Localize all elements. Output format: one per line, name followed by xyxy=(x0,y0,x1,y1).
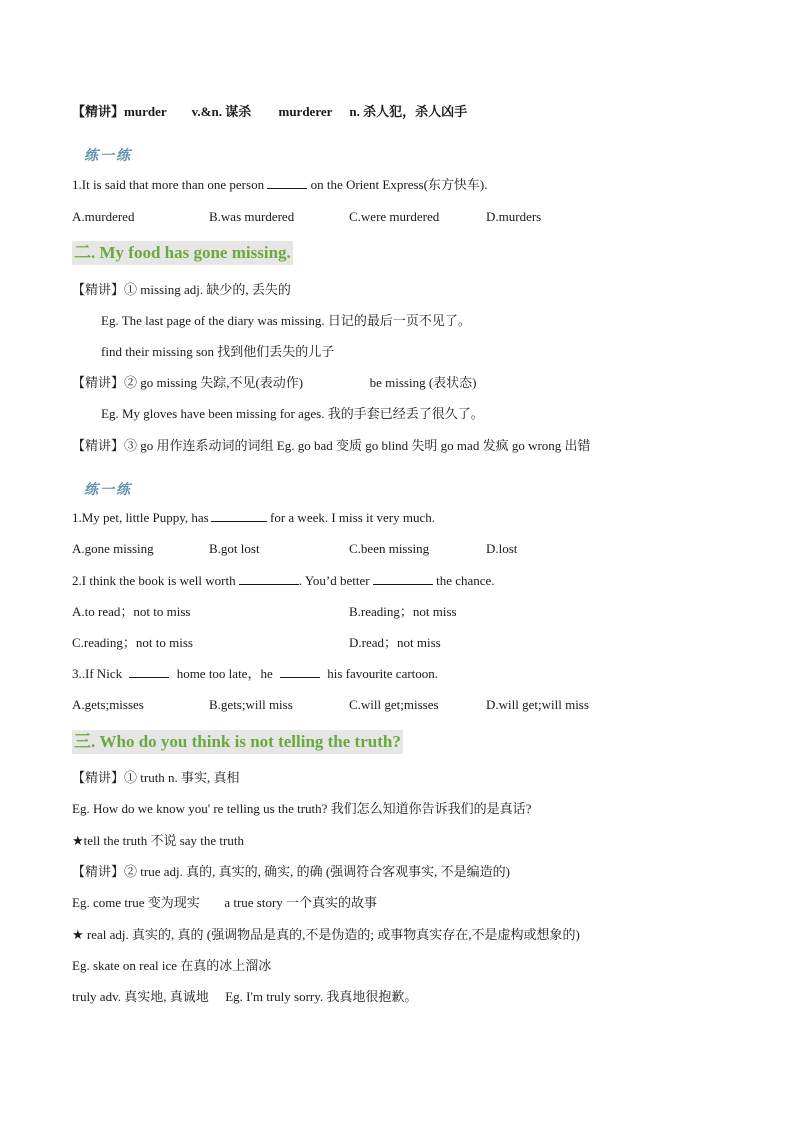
question-text: . You’d better xyxy=(298,573,370,588)
question-text: 2.I think the book is well worth xyxy=(72,573,236,588)
section-heading-3: 三. Who do you think is not telling the truth? xyxy=(72,730,403,754)
practice-heading-2: 练一练 xyxy=(84,482,132,498)
practice-heading-1: 练一练 xyxy=(84,148,132,164)
s2-line-3: 【精讲】③ go 用作连系动词的词组 Eg. go bad 变质 go blind 失明 go mad 发疯 go wrong 出错 xyxy=(72,438,591,453)
s2-example-3: Eg. My gloves have been missing for ages. 我的手套已经丢了很久了。 xyxy=(101,406,484,421)
s3-example-2 xyxy=(72,894,377,912)
question-text: home too late，he xyxy=(176,666,273,681)
s3-example-3: Eg. skate on real ice 在真的冰上溜冰 xyxy=(72,958,272,973)
be-missing-text: be missing (表状态) xyxy=(369,375,477,390)
s2-line-2 xyxy=(72,374,477,392)
option-c[interactable]: C.will get;misses xyxy=(349,697,439,712)
option-b[interactable]: B.reading；not miss xyxy=(349,604,457,619)
option-c[interactable]: C.reading；not to miss xyxy=(72,635,193,650)
question-2-3 xyxy=(72,665,438,683)
come-true-text: Eg. come true 变为现实 xyxy=(72,895,200,910)
option-b[interactable]: B.gets;will miss xyxy=(209,697,293,712)
question-text: his favourite cartoon. xyxy=(327,666,439,681)
option-d[interactable]: D.read；not miss xyxy=(349,635,441,650)
s3-line-1: 【精讲】① truth n. 事实, 真相 xyxy=(72,770,240,785)
s3-line-2: 【精讲】② true adj. 真的, 真实的, 确实, 的确 (强调符合客观事实, 不是编造的) xyxy=(72,864,511,879)
vocab-line-murder xyxy=(72,103,467,121)
question-text: 1.My pet, little Puppy, has xyxy=(72,510,209,525)
option-a[interactable]: A.gone missing xyxy=(72,541,154,556)
option-d[interactable]: D.will get;will miss xyxy=(486,697,589,712)
answer-blank[interactable] xyxy=(211,509,267,522)
s3-line-3 xyxy=(72,988,417,1006)
answer-blank[interactable] xyxy=(239,572,299,585)
go-missing-text: 【精讲】② go missing 失踪,不见(表动作) xyxy=(72,375,304,390)
option-d[interactable]: D.murders xyxy=(486,209,542,224)
tag-label: 【精讲】 xyxy=(72,104,125,119)
option-c[interactable]: C.were murdered xyxy=(349,209,440,224)
true-story-text: a true story 一个真实的故事 xyxy=(224,895,378,910)
option-b[interactable]: B.was murdered xyxy=(209,209,295,224)
question-text: the chance. xyxy=(436,573,495,588)
option-a[interactable]: A.murdered xyxy=(72,209,135,224)
option-a[interactable]: A.to read；not to miss xyxy=(72,604,191,619)
option-d[interactable]: D.lost xyxy=(486,541,518,556)
question-2-2 xyxy=(72,572,495,590)
option-c[interactable]: C.been missing xyxy=(349,541,430,556)
pos-murderer: n. 杀人犯，杀人凶手 xyxy=(349,104,468,119)
question-text: on the Orient Express(东方快车). xyxy=(310,177,488,192)
answer-blank[interactable] xyxy=(280,665,320,678)
word-murderer: murderer xyxy=(278,104,333,119)
question-2-1 xyxy=(72,509,435,527)
question-1 xyxy=(72,176,488,194)
question-text: 3..If Nick xyxy=(72,666,123,681)
section-heading-2: 二. My food has gone missing. xyxy=(72,241,293,265)
s2-example-2: find their missing son 找到他们丢失的儿子 xyxy=(101,344,335,359)
word-murder: murder xyxy=(124,104,167,119)
s2-line-1: 【精讲】① missing adj. 缺少的, 丢失的 xyxy=(72,282,291,297)
question-text: 1.It is said that more than one person xyxy=(72,177,265,192)
truly-example: Eg. I'm truly sorry. 我真地很抱歉。 xyxy=(225,989,418,1004)
option-b[interactable]: B.got lost xyxy=(209,541,260,556)
answer-blank[interactable] xyxy=(129,665,169,678)
answer-blank[interactable] xyxy=(373,572,433,585)
s3-note-1: ★tell the truth 不说 say the truth xyxy=(72,833,244,848)
pos-murder: v.&n. 谋杀 xyxy=(191,104,252,119)
s3-note-2: ★ real adj. 真实的, 真的 (强调物品是真的,不是伪造的; 或事物真实存在,不是虚构或想象的) xyxy=(72,927,580,942)
truly-text: truly adv. 真实地, 真诚地 xyxy=(72,989,209,1004)
option-a[interactable]: A.gets;misses xyxy=(72,697,144,712)
answer-blank[interactable] xyxy=(267,176,307,189)
s3-example-1: Eg. How do we know you' re telling us the truth? 我们怎么知道你告诉我们的是真话? xyxy=(72,801,532,816)
question-text: for a week. I miss it very much. xyxy=(270,510,435,525)
s2-example-1: Eg. The last page of the diary was missing. 日记的最后一页不见了。 xyxy=(101,313,471,328)
